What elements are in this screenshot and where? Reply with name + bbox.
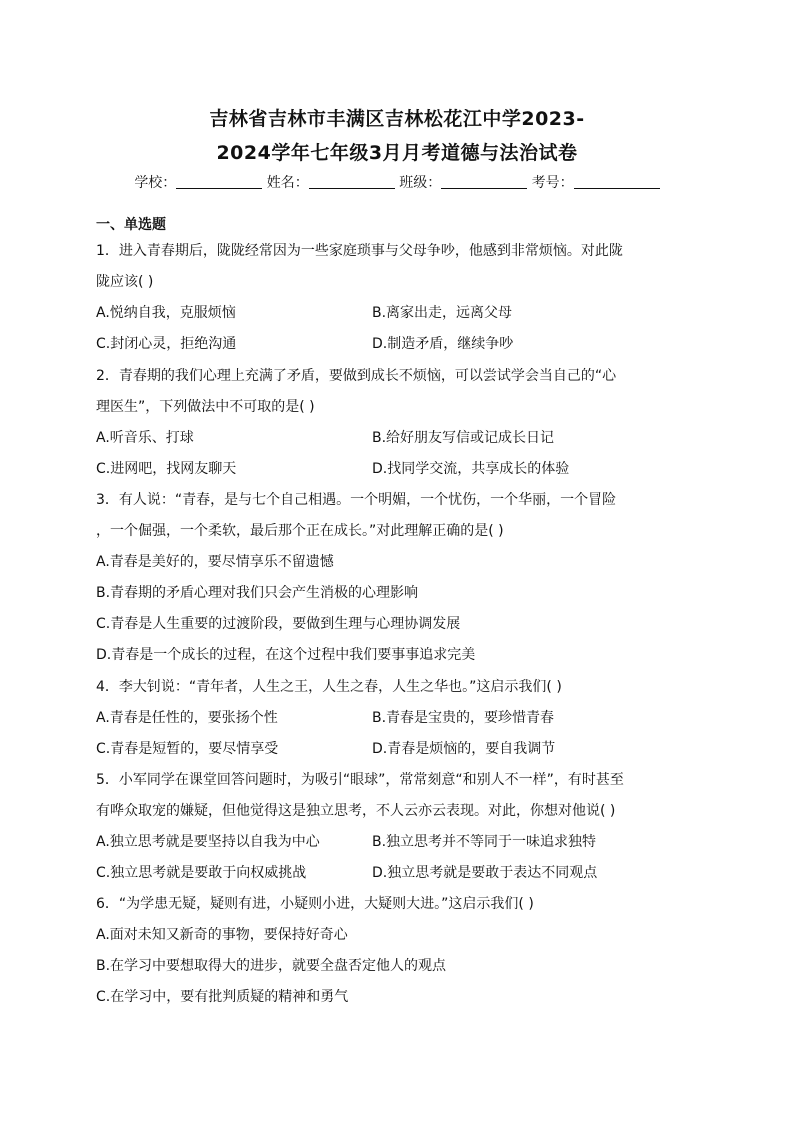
question-6-option-a[interactable]: A.面对未知又新奇的事物，要保持好奇心 bbox=[96, 927, 348, 943]
name-field[interactable] bbox=[309, 174, 395, 189]
question-6-option-b[interactable]: B.在学习中要想取得大的进步，就要全盘否定他人的观点 bbox=[96, 958, 447, 974]
exam-title-line1: 吉林省吉林市丰满区吉林松花江中学2023- bbox=[209, 108, 585, 130]
question-4-option-b[interactable]: B.青春是宝贵的，要珍惜青春 bbox=[372, 710, 555, 726]
question-2-stem-line2: 理医生”，下列做法中不可取的是( ) bbox=[96, 399, 315, 415]
question-3-option-b[interactable]: B.青春期的矛盾心理对我们只会产生消极的心理影响 bbox=[96, 585, 419, 601]
question-4-option-d[interactable]: D.青春是烦恼的，要自我调节 bbox=[372, 741, 556, 757]
question-5-stem-line1: 5．小军同学在课堂回答问题时，为吸引“眼球”，常常刻意“和别人不一样”，有时甚至 bbox=[96, 772, 624, 788]
question-4-stem-line1: 4．李大钊说：“青年者，人生之王，人生之春，人生之华也。”这启示我们( ) bbox=[96, 679, 562, 695]
question-3-stem-line1: 3．有人说：“青春，是与七个自己相遇。一个明媚，一个忧伤，一个华丽，一个冒险 bbox=[96, 492, 617, 508]
exam-title-line2: 2024学年七年级3月月考道德与法治试卷 bbox=[216, 142, 578, 164]
question-5-stem-line2: 有哗众取宠的嫌疑，但他觉得这是独立思考，不人云亦云表现。对此，你想对他说( ) bbox=[96, 803, 616, 819]
name-label: 姓名： bbox=[266, 175, 309, 191]
question-1-option-c[interactable]: C.封闭心灵，拒绝沟通 bbox=[96, 336, 237, 352]
student-info-row bbox=[0, 172, 794, 192]
question-1-option-a[interactable]: A.悦纳自我，克服烦恼 bbox=[96, 305, 236, 321]
question-3-option-c[interactable]: C.青春是人生重要的过渡阶段，要做到生理与心理协调发展 bbox=[96, 616, 461, 632]
question-1-option-d[interactable]: D.制造矛盾，继续争吵 bbox=[372, 336, 514, 352]
question-4-option-c[interactable]: C.青春是短暂的，要尽情享受 bbox=[96, 741, 279, 757]
school-field[interactable] bbox=[176, 174, 262, 189]
question-5-option-c[interactable]: C.独立思考就是要敢于向权威挑战 bbox=[96, 865, 307, 881]
question-6-option-c[interactable]: C.在学习中，要有批判质疑的精神和勇气 bbox=[96, 989, 349, 1005]
question-6-stem-line1: 6．“为学患无疑，疑则有进，小疑则小进，大疑则大进。”这启示我们( ) bbox=[96, 896, 534, 912]
question-2-option-a[interactable]: A.听音乐、打球 bbox=[96, 430, 194, 446]
question-5-option-b[interactable]: B.独立思考并不等同于一味追求独特 bbox=[372, 834, 597, 850]
question-2-option-d[interactable]: D.找同学交流，共享成长的体验 bbox=[372, 461, 570, 477]
exam-number-field[interactable] bbox=[574, 174, 660, 189]
question-1-stem-line1: 1．进入青春期后，陇陇经常因为一些家庭琐事与父母争吵，他感到非常烦恼。对此陇 bbox=[96, 243, 623, 259]
question-3-option-d[interactable]: D.青春是一个成长的过程，在这个过程中我们要事事追求完美 bbox=[96, 647, 476, 663]
question-4-option-a[interactable]: A.青春是任性的，要张扬个性 bbox=[96, 710, 278, 726]
question-3-option-a[interactable]: A.青春是美好的，要尽情享乐不留遗憾 bbox=[96, 554, 334, 570]
section-heading: 一、单选题 bbox=[96, 217, 166, 233]
question-1-option-b[interactable]: B.离家出走，远离父母 bbox=[372, 305, 513, 321]
question-1-stem-line2: 陇应该( ) bbox=[96, 274, 154, 290]
class-field[interactable] bbox=[441, 174, 527, 189]
question-5-option-a[interactable]: A.独立思考就是要坚持以自我为中心 bbox=[96, 834, 320, 850]
school-label: 学校： bbox=[134, 175, 177, 191]
exam-number-label: 考号： bbox=[531, 175, 574, 191]
question-5-option-d[interactable]: D.独立思考就是要敢于表达不同观点 bbox=[372, 865, 598, 881]
class-label: 班级： bbox=[399, 175, 442, 191]
question-3-stem-line2: ，一个倔强，一个柔软，最后那个正在成长。”对此理解正确的是( ) bbox=[96, 523, 504, 539]
question-2-option-b[interactable]: B.给好朋友写信或记成长日记 bbox=[372, 430, 555, 446]
question-2-option-c[interactable]: C.进网吧，找网友聊天 bbox=[96, 461, 237, 477]
question-2-stem-line1: 2．青春期的我们心理上充满了矛盾，要做到成长不烦恼，可以尝试学会当自己的“心 bbox=[96, 368, 617, 384]
